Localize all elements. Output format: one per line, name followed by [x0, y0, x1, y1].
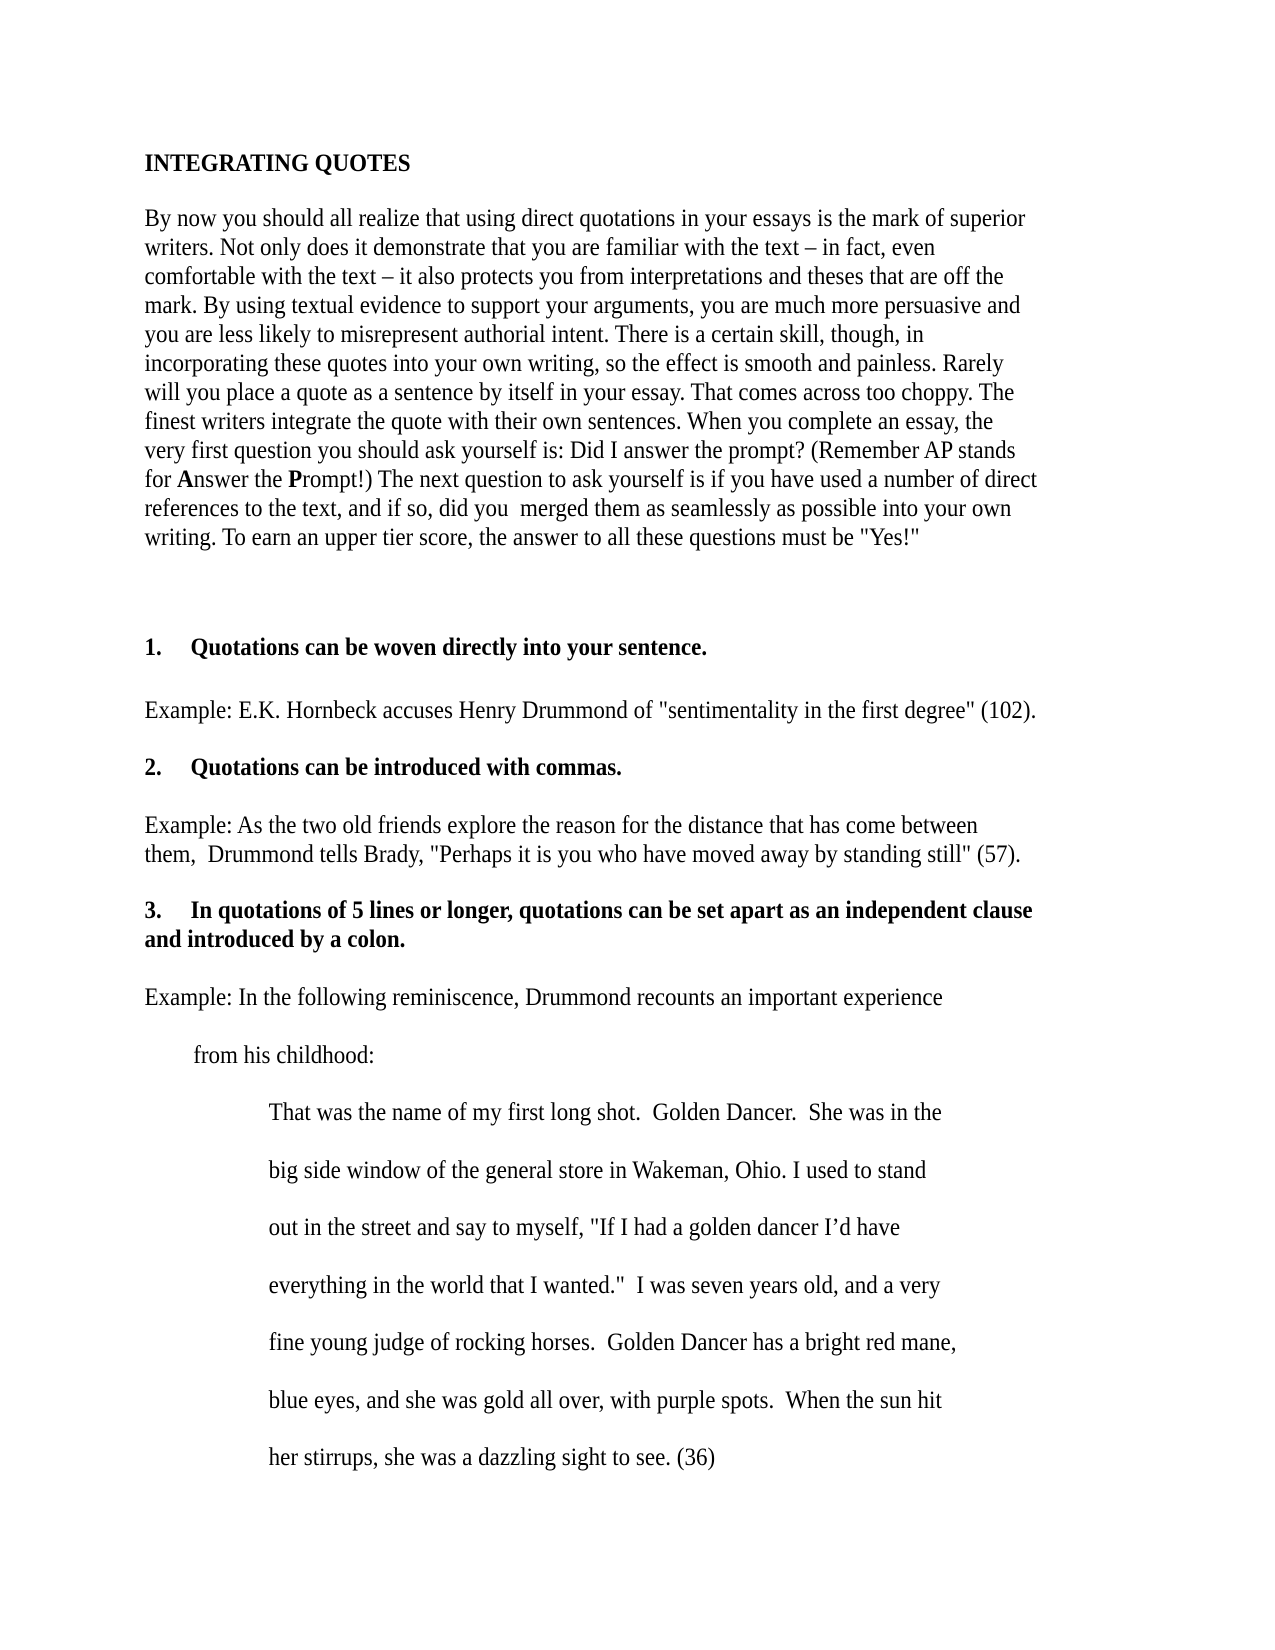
section-3-heading-text: In quotations of 5 lines or longer, quotations can be set apart as an independent clause and introduced by a colon.: [144, 897, 1033, 953]
section-3-number: 3.: [144, 897, 162, 924]
intro-paragraph: By now you should all realize that using direct quotations in your essays is the mark of superior writers. Not only does it demonstrate that you are familiar with the text – in fact, even comfortable with the text – it also protects you from interpretations and theses that are off the mark. By using textual evidence to support your arguments, you are much more persuasive and you are less likely to misrepresent authorial intent. There is a certain skill, though, in incorporating these quotes into your own writing, so the effect is smooth and painless. Rarely will you place a quote as a sentence by itself in your essay. That comes across too choppy. The finest writers integrate the quote with their own sentences. When you complete an essay, the very first question you should ask yourself is: Did I answer the prompt? (Remember AP stands for Answer the Prompt!) The next question to ask yourself is if you have used a number of direct references to the text, and if so, did you merged them as seamlessly as possible into your own writing. To earn an upper tier score, the answer to all these questions must be "Yes!": [144, 205, 1037, 551]
block-quote: That was the name of my first long shot. Golden Dancer. She was in the big side window of the general store in Wakeman, Ohio. I used to stand out in the street and say to myself, "If I had a golden dancer I’d have everything in the world that I wanted." I was seven years old, and a very fine young judge of rocking horses. Golden Dancer has a bright red mane, blue eyes, and she was gold all over, with purple spots. When the sun hit her stirrups, she was a dazzling sight to see. (36): [268, 1099, 957, 1471]
section-2-heading-text: Quotations can be introduced with commas.: [190, 754, 622, 781]
section-2-heading: [144, 753, 1183, 782]
childhood-lead-in-line: from his childhood:: [193, 1042, 375, 1069]
section-3-heading: [144, 896, 1183, 954]
section-2-example: Example: As the two old friends explore the reason for the distance that has come between them, Drummond tells Brady, "Perhaps it is you who have moved away by standing still" (57).: [144, 812, 1021, 868]
section-2-number: 2.: [144, 754, 162, 781]
section-3-example: Example: In the following reminiscence, Drummond recounts an important experience: [144, 984, 943, 1011]
section-1-heading-text: Quotations can be woven directly into your sentence.: [190, 634, 708, 661]
section-1-heading: [144, 633, 1183, 662]
document-title: INTEGRATING QUOTES: [144, 150, 411, 177]
section-1-example: Example: E.K. Hornbeck accuses Henry Drummond of "sentimentality in the first degree" (102).: [144, 697, 1037, 724]
section-1-number: 1.: [144, 634, 162, 661]
